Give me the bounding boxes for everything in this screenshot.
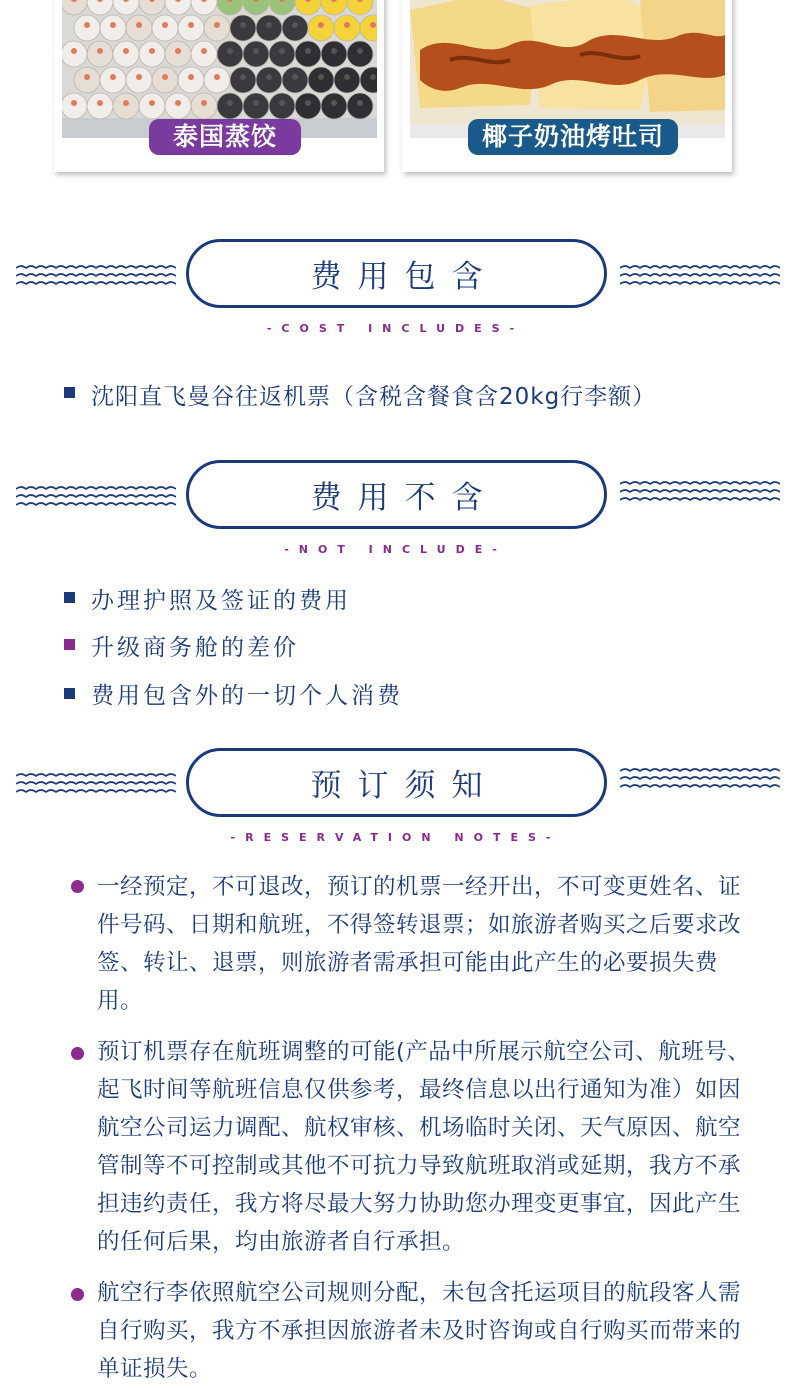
wave-decoration-left: [16, 483, 176, 513]
note-paragraph: 预订机票存在航班调整的可能(产品中所展示航空公司、航班号、起飞时间等航班信息仅供参考，最终信息以出行通知为准）如因航空公司运力调配、航权审核、机场临时关闭、天气原因、航空管制等不可控制或其他不可抗力导致航班取消或延期，我方不承担违约责任，我方将尽最大努力协助您办理变更事宜，因此产生的任何后果，均由旅游者自行承担。: [97, 1039, 751, 1255]
dumplings-photo: [62, 0, 377, 138]
note-paragraph: 航空行李依照航空公司规则分配，未包含托运项目的航段客人需自行购买，我方不承担因旅游者未及时咨询或自行购买而带来的单证损失。: [97, 1280, 742, 1382]
wave-decoration-left: [16, 770, 176, 800]
section-subtitle-includes: -COST INCLUDES-: [266, 322, 525, 335]
bullet-square: [64, 387, 75, 398]
bullet-dot: [71, 880, 84, 893]
photo-label-dumplings: 泰国蒸饺: [149, 119, 301, 155]
list-item-excludes: 升级商务舱的差价: [91, 635, 299, 661]
wave-decoration-right: [620, 478, 780, 508]
section-header-includes: [186, 239, 607, 308]
wave-decoration-right: [620, 262, 780, 292]
photo-card-dumplings: [54, 0, 384, 172]
section-title-includes: 费用包含: [310, 259, 499, 295]
toast-photo: [410, 0, 725, 138]
bullet-dot: [71, 1047, 84, 1060]
list-item-includes: 沈阳直飞曼谷往返机票（含税含餐食含20kg行李额）: [91, 384, 657, 410]
list-item-excludes: 办理护照及签证的费用: [91, 588, 351, 614]
photo-card-toast: [402, 0, 732, 172]
note-paragraph: 一经预定，不可退改，预订的机票一经开出，不可变更姓名、证件号码、日期和航班，不得签转退票；如旅游者购买之后要求改签、转让、退票，则旅游者需承担可能由此产生的必要损失费用。: [97, 874, 742, 1014]
wave-decoration-left: [16, 262, 176, 292]
section-header-notes: [186, 748, 607, 817]
wave-decoration-right: [620, 765, 780, 795]
bullet-dot: [71, 1288, 84, 1301]
section-title-notes: 预订须知: [310, 768, 499, 804]
bullet-square: [64, 688, 75, 699]
section-header-excludes: [186, 460, 607, 529]
photo-label-toast: 椰子奶油烤吐司: [468, 119, 678, 155]
section-title-excludes: 费用不含: [310, 480, 499, 516]
bullet-square: [64, 592, 75, 603]
bullet-square: [64, 639, 75, 650]
section-subtitle-excludes: -NOT INCLUDE-: [284, 543, 507, 556]
list-item-excludes: 费用包含外的一切个人消费: [91, 683, 403, 709]
section-subtitle-notes: -RESERVATION NOTES-: [230, 831, 561, 844]
